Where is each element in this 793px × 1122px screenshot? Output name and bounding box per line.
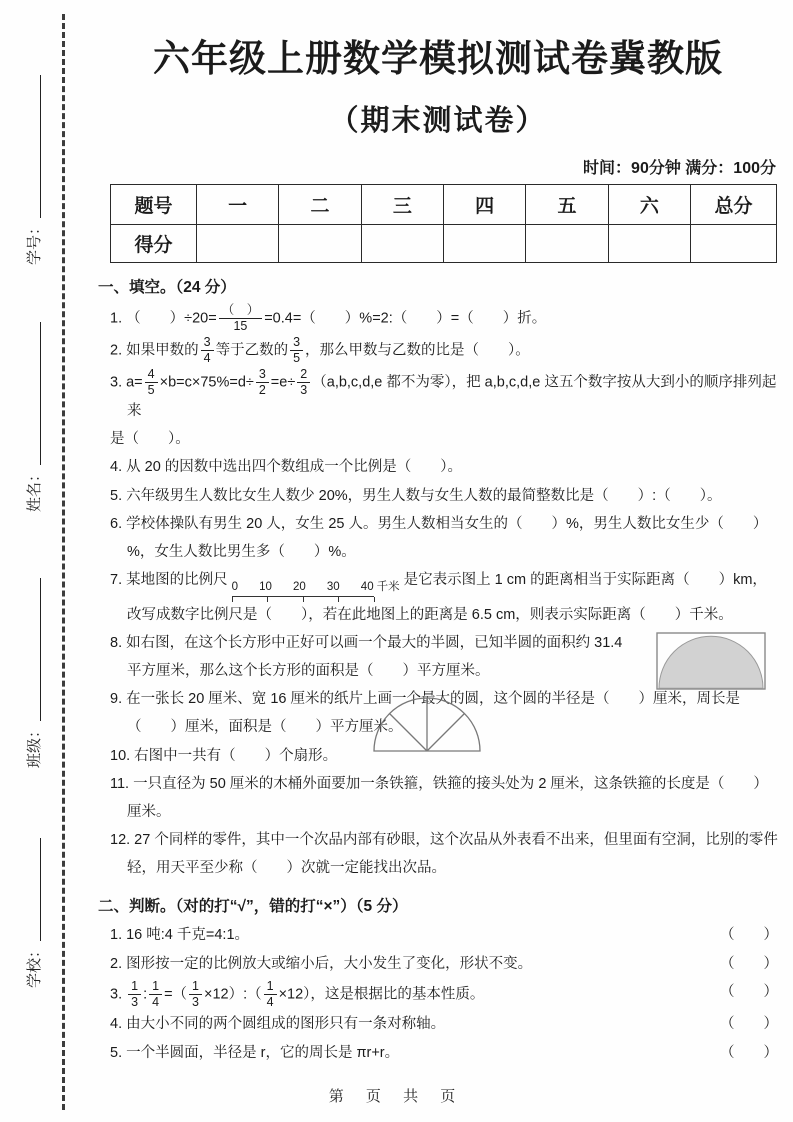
question-item: 6. 学校体操队有男生 20 人，女生 25 人。男生人数相当女生的（ ）%，男生人数比女生少（ ）%，女生人数比男生多（ ）%。 (110, 516, 768, 560)
question-item (110, 922, 780, 950)
answer-blank: （ ） (720, 984, 778, 1001)
fan-sectors-figure (368, 691, 486, 754)
fraction: $\frac{1}{4}$ (149, 979, 162, 1010)
fraction: $\frac{3}{2}$ (256, 367, 269, 398)
binding-cut-line (62, 14, 65, 1110)
question-item (110, 979, 780, 1010)
class-blank-line (40, 578, 41, 721)
judgment-questions (96, 922, 780, 1067)
question-item (110, 1040, 780, 1068)
answer-blank: （ ） (720, 927, 778, 944)
question-item (110, 367, 780, 453)
question-item (110, 951, 780, 979)
school-blank-line (40, 838, 41, 941)
sidebar-field-school (18, 838, 44, 988)
score-table-header-row (111, 185, 777, 225)
score-cell-empty (197, 225, 279, 263)
exam-meta: 时间：90分钟 满分：100分 (583, 160, 776, 177)
student-id-blank-line (40, 75, 41, 218)
score-table-score-row (111, 225, 777, 263)
question-item (110, 630, 780, 685)
scale-ruler (232, 582, 400, 602)
answer-blank: （ ） (720, 1044, 778, 1061)
question-item (110, 567, 780, 629)
question-text: 是它表示图上 1 cm 的距离相当于实际距离（ ）km，改写成数字比例尺是（ ），若在此地图上的距离是 6.5 cm，则表示实际距离（ ）千米。 (127, 572, 767, 623)
score-header-cell: 一 (197, 185, 279, 225)
question-text: 3. $\frac{1}{3}$ : $\frac{1}{4}$ =（ $\frac{1}{3}$ ×12）:（ $\frac{1}{4}$ ×12），这是根据比的基本性质。 (110, 979, 485, 1010)
question-text: 8. 如右图，在这个长方形中正好可以画一个最大的半圆，已知半圆的面积约 31.4 平方厘米，那么这个长方形的面积是（ ）平方厘米。 (110, 635, 623, 679)
score-header-cell: 六 (608, 185, 690, 225)
sidebar-field-name (18, 322, 44, 512)
sidebar-field-student-id (18, 75, 44, 265)
question-text: 1. 16 吨:4 千克=4:1。 (110, 927, 250, 944)
question-item (110, 743, 780, 771)
score-header-cell: 二 (279, 185, 361, 225)
score-cell-empty (691, 225, 777, 263)
question-text: 1. （ ）÷20= (110, 310, 217, 327)
score-cell-empty (279, 225, 361, 263)
question-text: 是（ ）。 (110, 430, 190, 447)
question-text: 2. 图形按一定的比例放大或缩小后，大小发生了变化，形状不变。 (110, 955, 533, 972)
question-item: 12. 27 个同样的零件，其中一个次品内部有砂眼，这个次品从外表看不出来，但里面有空洞，比别的零件轻，用天平至少称（ ）次就一定能找出次品。 (110, 832, 778, 876)
score-header-cell: 题号 (111, 185, 197, 225)
fraction: $\frac{3}{4}$ (201, 335, 214, 366)
fraction: $\frac{1}{3}$ (128, 979, 141, 1010)
question-text: ×b=c×75%=d÷ (159, 374, 254, 391)
fraction: $\frac{4}{5}$ (145, 367, 158, 398)
page-footer: 第 页 共 页 (328, 1088, 465, 1105)
question-text: =0.4=（ ）%=2:（ ）=（ ）折。 (264, 310, 547, 327)
score-cell-empty (608, 225, 690, 263)
name-blank-line (40, 322, 41, 465)
name-label: 姓名： (26, 466, 43, 512)
ruler-unit-label: 千米 (376, 581, 400, 594)
question-item (110, 335, 780, 366)
class-label: 班级： (26, 722, 43, 768)
ruler-tick-label: 40 (360, 581, 374, 594)
fill-in-questions (96, 303, 780, 882)
student-id-label: 学号： (26, 219, 43, 265)
section1-heading: 一、填空。（24 分） (98, 279, 236, 296)
page-subtitle: （期末测试卷） (329, 105, 547, 137)
score-cell-empty (443, 225, 525, 263)
question-text: 10. 右图中一共有（ ）个扇形。 (110, 747, 338, 764)
question-text: （a,b,c,d,e 都不为零），把 a,b,c,d,e 这五个数字按从大到小的顺序排列起来 (127, 374, 777, 419)
score-table (110, 184, 777, 263)
question-text: ，那么甲数与乙数的比是（ ）。 (305, 342, 530, 359)
question-item (110, 303, 780, 334)
question-item: 9. 在一张长 20 厘米、宽 16 厘米的纸片上画一个最大的圆，这个圆的半径是（ ）厘米，周长是（ ）厘米，面积是（ ）平方厘米。 (110, 691, 740, 735)
question-text: 4. 由大小不同的两个圆组成的图形只有一条对称轴。 (110, 1016, 446, 1033)
ruler-tick-label: 0 (231, 581, 239, 594)
question-text: 3. a= (110, 374, 143, 391)
ruler-tick-label: 10 (259, 581, 272, 594)
score-header-cell: 四 (443, 185, 525, 225)
question-text: =e÷ (270, 374, 296, 391)
score-header-cell: 总分 (691, 185, 777, 225)
score-header-cell: 五 (526, 185, 608, 225)
question-text: 等于乙数的 (215, 342, 289, 359)
ruler-line (232, 596, 374, 602)
score-row-label: 得分 (111, 225, 197, 263)
question-item: 11. 一只直径为 50 厘米的木桶外面要加一条铁箍，铁箍的接头处为 2 厘米，这条铁箍的长度是（ ）厘米。 (110, 776, 768, 820)
semicircle-in-rectangle-figure (656, 632, 766, 690)
answer-blank: （ ） (720, 955, 778, 972)
question-text: 2. 如果甲数的 (110, 342, 199, 359)
question-item: 4. 从 20 的因数中选出四个数组成一个比例是（ ）。 (110, 459, 463, 476)
fraction: $\frac{3}{5}$ (290, 335, 303, 366)
ruler-tick-label: 20 (293, 581, 306, 594)
fraction: $\frac{( )}{15}$ (219, 303, 263, 334)
fraction: $\frac{2}{3}$ (297, 367, 310, 398)
question-text: 5. 一个半圆面，半径是 r，它的周长是 πr+r。 (110, 1044, 400, 1061)
score-cell-empty (526, 225, 608, 263)
question-text: 7. 某地图的比例尺 (110, 572, 228, 589)
answer-blank: （ ） (720, 1016, 778, 1033)
fraction: $\frac{1}{3}$ (189, 979, 202, 1010)
section2-heading: 二、判断。（对的打“√”，错的打“×”）（5 分） (98, 898, 408, 916)
school-label: 学校： (26, 942, 43, 988)
ruler-tick-label: 30 (326, 581, 340, 594)
score-header-cell: 三 (361, 185, 443, 225)
score-cell-empty (361, 225, 443, 263)
fraction: $\frac{1}{4}$ (264, 979, 277, 1010)
question-item: 5. 六年级男生人数比女生人数少 20%，男生人数与女生人数的最简整数比是（ ）:（ ）。 (110, 487, 722, 504)
question-item (110, 1011, 780, 1039)
page-title: 六年级上册数学模拟测试卷冀教版 (153, 38, 723, 79)
sidebar-field-class (18, 578, 44, 768)
main-content (96, 0, 780, 1068)
